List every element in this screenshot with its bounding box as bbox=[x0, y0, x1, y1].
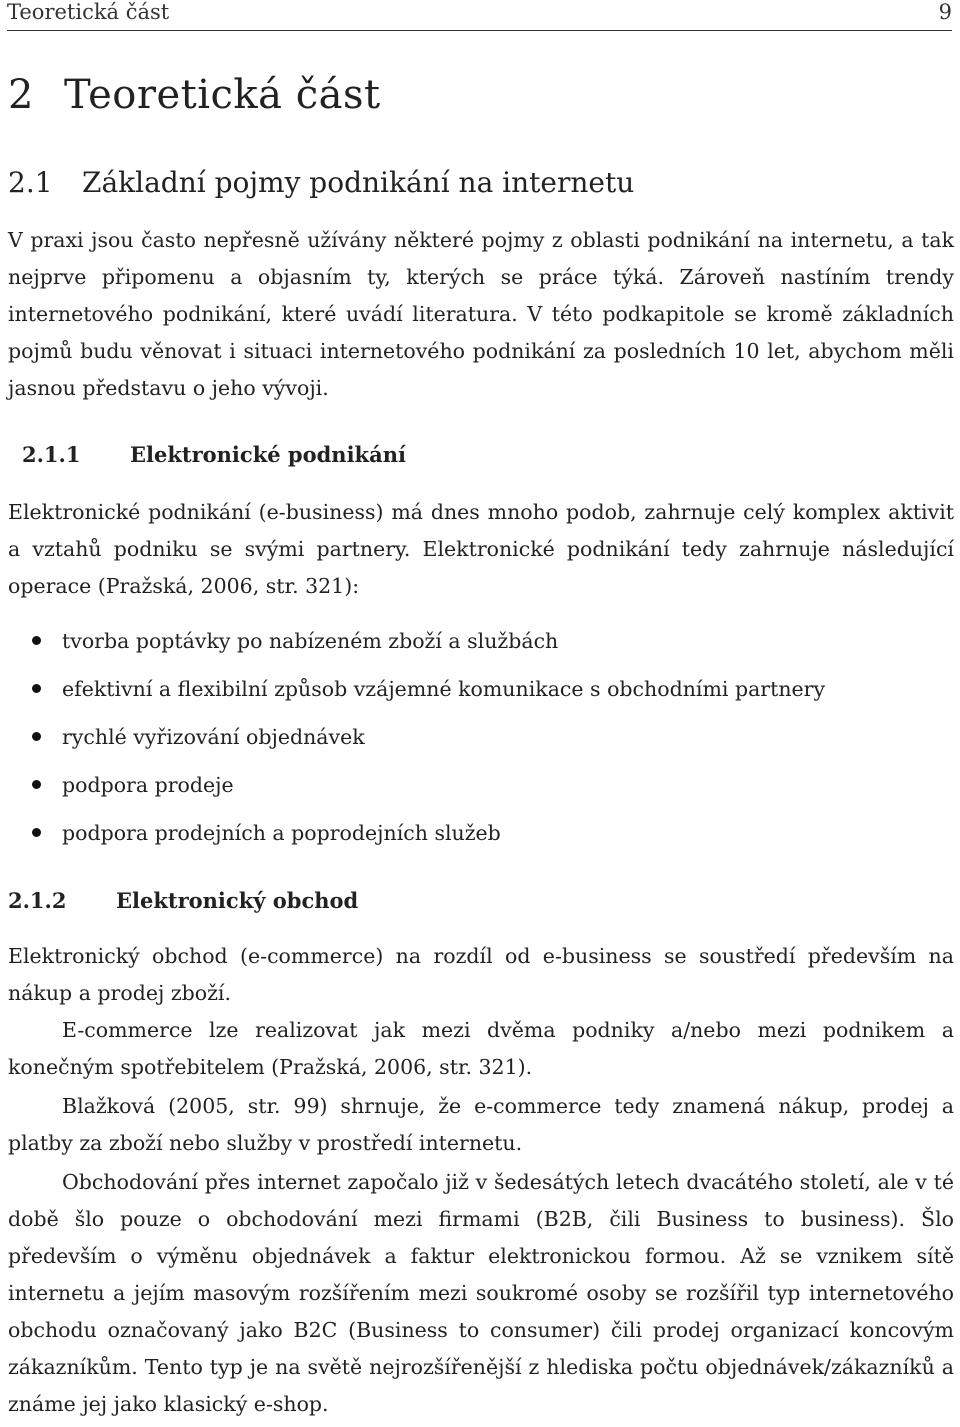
chapter-title: Teoretická část bbox=[64, 72, 381, 118]
ecommerce-paragraph-4: Obchodování přes internet započalo již v šedesátých letech dvacátého století, ale v té době šlo pouze o obchodování mezi firmami (B2B, čili Business to business). Šlo především o výměnu objednávek a faktur elektronickou formou. Až se vznikem sítě internetu a jejím masovým rozšířením mezi soukromé osoby se rozšířil typ internetového obchodu označovaný jako B2C (Business to consumer) čili prodej organizací koncovým zákazníkům. Tento typ je na světě nejrozšířenější z hlediska počtu objednávek/zákazníků a známe jej jako klasický e-shop. bbox=[8, 1170, 954, 1416]
ecommerce-paragraph-1: Elektronický obchod (e-commerce) na rozdíl od e-business se soustředí především na nákup a prodej zboží. bbox=[8, 944, 954, 1005]
intro-paragraph: V praxi jsou často nepřesně užívány některé pojmy z oblasti podnikání na internetu, a tak nejprve připomenu a objasním ty, kterých se práce týká. Zároveň nastíním trendy internetového podnikání, které uvádí literatura. V této podkapitole se kromě základních pojmů budu věnovat i situaci internetového podnikání za posledních 10 let, abychom měli jasnou představu o jeho vývoji. bbox=[8, 228, 954, 400]
list-item: podpora prodeje bbox=[0, 764, 960, 812]
ecommerce-paragraph-3: Blažková (2005, str. 99) shrnuje, že e-commerce tedy znamená nákup, prodej a platby za zboží nebo služby v prostředí internetu. bbox=[8, 1094, 954, 1155]
bullet-icon bbox=[32, 732, 41, 741]
subsection-heading-1 bbox=[22, 442, 406, 467]
subsection-title-1: Elektronické podnikání bbox=[130, 442, 406, 467]
list-item: efektivní a flexibilní způsob vzájemné komunikace s obchodními partnery bbox=[0, 668, 960, 716]
subsection-number-2: 2.1.2 bbox=[8, 888, 67, 913]
subsection-1-paragraph: Elektronické podnikání (e-business) má dnes mnoho podob, zahrnuje celý komplex aktivit a vztahů podniku se svými partnery. Elektronické podnikání tedy zahrnuje následující operace (Pražská, 2006, str. 321): bbox=[8, 500, 954, 598]
bullet-icon bbox=[32, 636, 41, 645]
bullet-icon bbox=[32, 828, 41, 837]
page-number: 9 bbox=[938, 0, 952, 24]
bullet-icon bbox=[32, 684, 41, 693]
list-item: rychlé vyřizování objednávek bbox=[0, 716, 960, 764]
section-title: Základní pojmy podnikání na internetu bbox=[82, 166, 635, 199]
section-heading bbox=[8, 166, 634, 199]
bullet-icon bbox=[32, 780, 41, 789]
running-header bbox=[7, 0, 952, 31]
operations-list bbox=[0, 620, 960, 860]
list-item: podpora prodejních a poprodejních služeb bbox=[0, 812, 960, 860]
chapter-number: 2 bbox=[8, 72, 34, 118]
subsection-number-1: 2.1.1 bbox=[22, 442, 81, 467]
running-header-title: Teoretická část bbox=[7, 0, 170, 24]
ecommerce-paragraph-2: E-commerce lze realizovat jak mezi dvěma podniky a/nebo mezi podnikem a konečným spotřebitelem (Pražská, 2006, str. 321). bbox=[8, 1018, 954, 1079]
subsection-title-2: Elektronický obchod bbox=[116, 888, 359, 913]
subsection-heading-2 bbox=[8, 888, 358, 913]
list-item: tvorba poptávky po nabízeném zboží a službách bbox=[0, 620, 960, 668]
section-number: 2.1 bbox=[8, 166, 53, 199]
chapter-heading bbox=[8, 72, 381, 118]
